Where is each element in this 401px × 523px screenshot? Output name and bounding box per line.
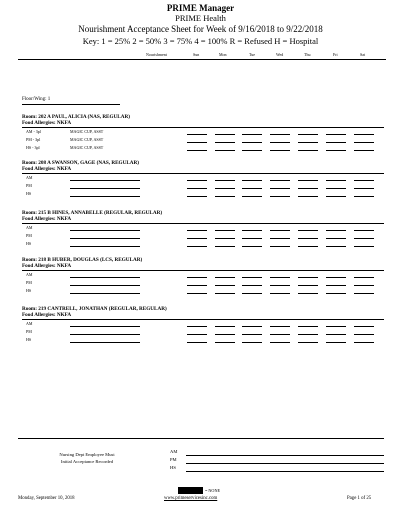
day-entry-blank[interactable] — [187, 246, 207, 247]
day-entry-blank[interactable] — [215, 342, 235, 343]
day-entry-blank[interactable] — [242, 134, 262, 135]
floor-underline — [22, 104, 120, 105]
day-entry-blank[interactable] — [326, 285, 346, 286]
print-date: Monday, September 10, 2018 — [18, 496, 75, 501]
day-entry-blank[interactable] — [326, 246, 346, 247]
room-heading: Room: 208 A SWANSON, GAGE (NAS, REGULAR) — [22, 160, 140, 166]
day-entry-blank[interactable] — [298, 142, 318, 143]
day-entry-blank[interactable] — [298, 342, 318, 343]
day-entry-blank[interactable] — [326, 326, 346, 327]
day-entry-blank[interactable] — [298, 238, 318, 239]
floor-wing-label: Floor/Wing: 1 — [22, 97, 51, 102]
day-entry-blank[interactable] — [354, 230, 374, 231]
day-entry-blank[interactable] — [215, 180, 235, 181]
nourishment-blank-line[interactable] — [70, 326, 140, 327]
day-entry-blank[interactable] — [354, 188, 374, 189]
day-entry-blank[interactable] — [298, 230, 318, 231]
day-entry-blank[interactable] — [215, 196, 235, 197]
day-entry-blank[interactable] — [354, 150, 374, 151]
day-entry-blank[interactable] — [187, 293, 207, 294]
day-entry-blank[interactable] — [270, 342, 290, 343]
day-entry-blank[interactable] — [270, 230, 290, 231]
meal-time-label: HS — [26, 337, 32, 342]
nourishment-item: MAGIC CUP, ASST — [70, 129, 104, 134]
footer-rule — [18, 438, 384, 439]
day-entry-blank[interactable] — [298, 196, 318, 197]
nourishment-blank-line[interactable] — [70, 334, 140, 335]
signature-line-am[interactable] — [186, 455, 384, 456]
day-entry-blank[interactable] — [215, 326, 235, 327]
column-day: Wed — [276, 52, 284, 57]
day-entry-blank[interactable] — [187, 180, 207, 181]
day-entry-blank[interactable] — [187, 326, 207, 327]
column-day: Tue — [249, 52, 256, 57]
meal-time-label: AM — [26, 272, 33, 277]
day-entry-blank[interactable] — [270, 285, 290, 286]
day-entry-blank[interactable] — [215, 134, 235, 135]
nourishment-blank-line[interactable] — [70, 342, 140, 343]
meal-time-label: AM - 3pl — [26, 129, 41, 134]
day-entry-blank[interactable] — [215, 150, 235, 151]
day-entry-blank[interactable] — [270, 277, 290, 278]
day-entry-blank[interactable] — [326, 142, 346, 143]
meal-time-label: AM — [26, 321, 33, 326]
food-allergies: Food Allergies: NKFA — [22, 312, 72, 318]
day-entry-blank[interactable] — [270, 246, 290, 247]
column-day: Fri — [333, 52, 338, 57]
day-entry-blank[interactable] — [242, 342, 262, 343]
food-allergies: Food Allergies: NKFA — [22, 120, 72, 126]
day-entry-blank[interactable] — [242, 326, 262, 327]
nourishment-blank-line[interactable] — [70, 180, 140, 181]
day-entry-blank[interactable] — [354, 277, 374, 278]
day-entry-blank[interactable] — [242, 277, 262, 278]
day-entry-blank[interactable] — [270, 238, 290, 239]
signature-note-line1: Nursing Dept Employee Must — [59, 452, 115, 457]
room-heading: Room: 219 CANTRELL, JONATHAN (REGULAR, REGULAR) — [22, 306, 167, 312]
signature-label-hs: HS — [170, 465, 176, 470]
none-legend-swatch — [178, 487, 203, 494]
day-entry-blank[interactable] — [298, 334, 318, 335]
day-entry-blank[interactable] — [354, 180, 374, 181]
day-entry-blank[interactable] — [326, 342, 346, 343]
column-day: Sat — [360, 52, 366, 57]
day-entry-blank[interactable] — [354, 238, 374, 239]
nourishment-blank-line[interactable] — [70, 230, 140, 231]
day-entry-blank[interactable] — [242, 293, 262, 294]
day-entry-blank[interactable] — [326, 334, 346, 335]
column-day: Thu — [304, 52, 311, 57]
column-header-row — [0, 50, 401, 59]
nourishment-item: MAGIC CUP, ASST — [70, 145, 104, 150]
day-entry-blank[interactable] — [270, 293, 290, 294]
day-entry-blank[interactable] — [298, 150, 318, 151]
nourishment-blank-line[interactable] — [70, 238, 140, 239]
meal-time-label: PM — [26, 280, 32, 285]
day-entry-blank[interactable] — [298, 180, 318, 181]
day-entry-blank[interactable] — [354, 342, 374, 343]
day-entry-blank[interactable] — [270, 134, 290, 135]
section-rule — [22, 173, 384, 174]
day-entry-blank[interactable] — [215, 230, 235, 231]
day-entry-blank[interactable] — [354, 134, 374, 135]
company-title: PRIME Manager — [166, 3, 235, 13]
day-entry-blank[interactable] — [354, 196, 374, 197]
day-entry-blank[interactable] — [298, 326, 318, 327]
food-allergies: Food Allergies: NKFA — [22, 263, 72, 269]
day-entry-blank[interactable] — [270, 142, 290, 143]
section-rule — [22, 270, 384, 271]
page-number: Page 1 of 25 — [347, 496, 372, 501]
day-entry-blank[interactable] — [187, 334, 207, 335]
food-allergies: Food Allergies: NKFA — [22, 216, 72, 222]
header-rule — [18, 59, 386, 60]
day-entry-blank[interactable] — [326, 196, 346, 197]
nourishment-blank-line[interactable] — [70, 277, 140, 278]
day-entry-blank[interactable] — [187, 285, 207, 286]
day-entry-blank[interactable] — [242, 150, 262, 151]
signature-line-pm[interactable] — [186, 463, 384, 464]
day-entry-blank[interactable] — [215, 285, 235, 286]
day-entry-blank[interactable] — [326, 188, 346, 189]
day-entry-blank[interactable] — [354, 293, 374, 294]
day-entry-blank[interactable] — [187, 188, 207, 189]
sheet-title: Nourishment Acceptance Sheet for Week of 9/16/2018 to 9/22/2018 — [78, 24, 323, 34]
signature-line-hs[interactable] — [186, 471, 384, 472]
day-entry-blank[interactable] — [242, 334, 262, 335]
day-entry-blank[interactable] — [242, 238, 262, 239]
meal-time-label: PM — [26, 183, 32, 188]
day-entry-blank[interactable] — [270, 334, 290, 335]
day-entry-blank[interactable] — [326, 134, 346, 135]
day-entry-blank[interactable] — [354, 334, 374, 335]
meal-time-label: PM - 3pl — [26, 137, 41, 142]
food-allergies: Food Allergies: NKFA — [22, 166, 72, 172]
meal-time-label: HS — [26, 288, 32, 293]
day-entry-blank[interactable] — [298, 285, 318, 286]
day-entry-blank[interactable] — [354, 246, 374, 247]
day-entry-blank[interactable] — [326, 238, 346, 239]
day-entry-blank[interactable] — [298, 134, 318, 135]
day-entry-blank[interactable] — [215, 277, 235, 278]
day-entry-blank[interactable] — [215, 334, 235, 335]
day-entry-blank[interactable] — [326, 150, 346, 151]
day-entry-blank[interactable] — [298, 277, 318, 278]
day-entry-blank[interactable] — [326, 180, 346, 181]
section-rule — [22, 127, 384, 128]
signature-label-pm: PM — [170, 457, 177, 462]
day-entry-blank[interactable] — [326, 277, 346, 278]
day-entry-blank[interactable] — [187, 196, 207, 197]
none-legend-label: = NONE — [205, 488, 221, 493]
facility-name: PRIME Health — [175, 13, 226, 23]
day-entry-blank[interactable] — [298, 293, 318, 294]
meal-time-label: HS — [26, 191, 32, 196]
day-entry-blank[interactable] — [354, 142, 374, 143]
day-entry-blank[interactable] — [354, 326, 374, 327]
day-entry-blank[interactable] — [187, 142, 207, 143]
nourishment-blank-line[interactable] — [70, 246, 140, 247]
nourishment-blank-line[interactable] — [70, 285, 140, 286]
day-entry-blank[interactable] — [326, 230, 346, 231]
nourishment-blank-line[interactable] — [70, 293, 140, 294]
meal-time-label: HS — [26, 241, 32, 246]
meal-time-label: HS - 3pl — [26, 145, 40, 150]
acceptance-key: Key: 1 = 25% 2 = 50% 3 = 75% 4 = 100% R = Refused H = Hospital — [82, 36, 319, 46]
meal-time-label: PM — [26, 233, 32, 238]
day-entry-blank[interactable] — [187, 134, 207, 135]
day-entry-blank[interactable] — [187, 230, 207, 231]
meal-time-label: AM — [26, 225, 33, 230]
day-entry-blank[interactable] — [270, 326, 290, 327]
day-entry-blank[interactable] — [215, 188, 235, 189]
day-entry-blank[interactable] — [187, 342, 207, 343]
day-entry-blank[interactable] — [215, 238, 235, 239]
day-entry-blank[interactable] — [187, 150, 207, 151]
day-entry-blank[interactable] — [215, 293, 235, 294]
day-entry-blank[interactable] — [215, 142, 235, 143]
day-entry-blank[interactable] — [242, 246, 262, 247]
day-entry-blank[interactable] — [242, 285, 262, 286]
day-entry-blank[interactable] — [270, 188, 290, 189]
day-entry-blank[interactable] — [242, 180, 262, 181]
day-entry-blank[interactable] — [242, 142, 262, 143]
meal-time-label: AM — [26, 175, 33, 180]
room-heading: Room: 202 A PAUL, ALICIA (NAS, REGULAR) — [22, 114, 130, 120]
room-heading: Room: 218 B HUBER, DOUGLAS (LCS, REGULAR) — [22, 257, 143, 263]
signature-label-am: AM — [170, 449, 178, 454]
day-entry-blank[interactable] — [354, 285, 374, 286]
day-entry-blank[interactable] — [298, 246, 318, 247]
section-rule — [22, 223, 384, 224]
nourishment-item: MAGIC CUP, ASST — [70, 137, 104, 142]
column-nourishment: Nourishment — [146, 52, 167, 57]
day-entry-blank[interactable] — [270, 180, 290, 181]
day-entry-blank[interactable] — [270, 150, 290, 151]
section-rule — [22, 319, 384, 320]
day-entry-blank[interactable] — [242, 230, 262, 231]
day-entry-blank[interactable] — [187, 238, 207, 239]
meal-time-label: PM — [26, 329, 32, 334]
column-day: Sun — [193, 52, 200, 57]
day-entry-blank[interactable] — [242, 196, 262, 197]
room-heading: Room: 215 B HINES, ANNABELLE (REGULAR, REGULAR) — [22, 210, 163, 216]
day-entry-blank[interactable] — [187, 277, 207, 278]
signature-note-line2: Initial Acceptance Recorded — [60, 459, 114, 464]
column-day: Mon — [219, 52, 227, 57]
nourishment-blank-line[interactable] — [70, 196, 140, 197]
day-entry-blank[interactable] — [242, 188, 262, 189]
nourishment-blank-line[interactable] — [70, 188, 140, 189]
company-website-link[interactable]: www.primeservicesinc.com — [164, 496, 218, 501]
day-entry-blank[interactable] — [215, 246, 235, 247]
day-entry-blank[interactable] — [298, 188, 318, 189]
day-entry-blank[interactable] — [326, 293, 346, 294]
day-entry-blank[interactable] — [270, 196, 290, 197]
